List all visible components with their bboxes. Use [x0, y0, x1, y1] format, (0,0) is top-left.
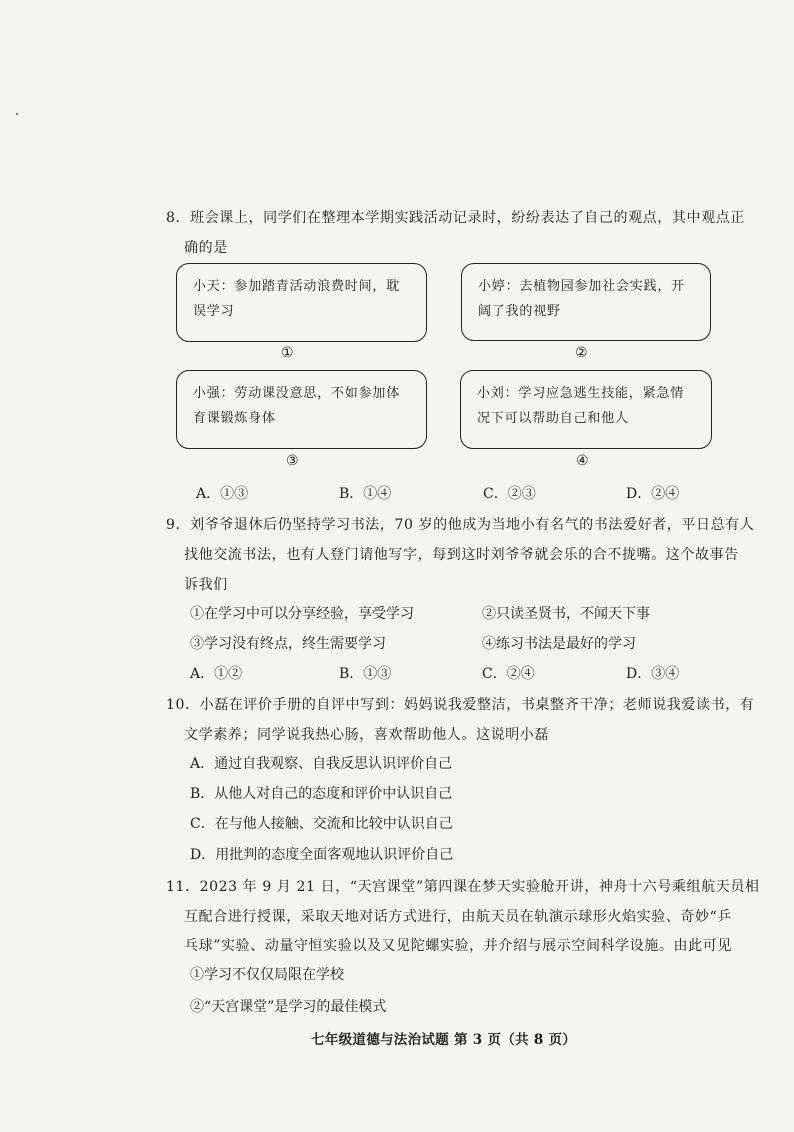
q9-option-d: D．③④	[626, 666, 680, 682]
q10-option-b: B．从他人对自己的态度和评价中认识自己	[190, 786, 453, 802]
q9-stem-line1: 9．刘爷爷退休后仍坚持学习书法，70 岁的他成为当地小有名气的书法爱好者，平日总有人	[166, 517, 755, 533]
q8-box-4-label: ④	[576, 453, 589, 469]
q8-box-4: 小刘：学习应急逃生技能，紧急情况下可以帮助自己和他人	[460, 370, 712, 449]
q9-option-b: B．①③	[339, 666, 392, 682]
q8-option-c: C．②③	[483, 486, 536, 502]
q10-option-a: A．通过自我观察、自我反思认识评价自己	[190, 756, 453, 772]
q10-option-d: D．用批判的态度全面客观地认识评价自己	[190, 847, 454, 863]
q9-option-c: C．②④	[482, 666, 535, 682]
q9-statement-1: ①在学习中可以分享经验，享受学习	[190, 606, 414, 622]
q8-box-3: 小强：劳动课没意思，不如参加体育课锻炼身体	[176, 370, 427, 449]
q11-stem-line1: 11．2023 年 9 月 21 日，“天宫课堂”第四课在梦天实验舱开讲，神舟十六号乘组航天员相	[166, 879, 760, 895]
q8-stem-line2: 确的是	[184, 240, 228, 256]
q9-statement-4: ④练习书法是最好的学习	[482, 636, 636, 652]
q11-stem-line3: 乓球”实验、动量守恒实验以及又见陀螺实验，并介绍与展示空间科学设施。由此可见	[184, 938, 732, 954]
q11-statement-1: ①学习不仅仅局限在学校	[190, 967, 344, 983]
q8-box-3-label: ③	[286, 453, 299, 469]
q9-stem-line3: 诉我们	[184, 577, 228, 593]
q10-stem-line2: 文学素养；同学说我热心肠，喜欢帮助他人。这说明小磊	[184, 727, 549, 743]
scan-speck	[16, 113, 18, 115]
q8-option-a: A．①③	[196, 486, 249, 502]
q9-statement-3: ③学习没有终点，终生需要学习	[190, 636, 386, 652]
q8-box-1: 小天：参加踏青活动浪费时间，耽误学习	[176, 263, 427, 342]
q8-option-d: D．②④	[626, 486, 680, 502]
q10-option-c: C．在与他人接触、交流和比较中认识自己	[190, 816, 453, 832]
q11-stem-line2: 互配合进行授课，采取天地对话方式进行，由航天员在轨演示球形火焰实验、奇妙“乒	[184, 909, 732, 925]
q8-box-2: 小婷：去植物园参加社会实践，开阔了我的视野	[461, 263, 711, 341]
page-footer: 七年级道德与法治试题 第 3 页（共 8 页）	[311, 1032, 577, 1048]
q8-stem-line1: 8．班会课上，同学们在整理本学期实践活动记录时，纷纷表达了自己的观点，其中观点正	[166, 210, 745, 226]
q8-option-b: B．①④	[339, 486, 392, 502]
q8-box-1-label: ①	[281, 345, 294, 361]
q8-box-2-label: ②	[575, 345, 588, 361]
q10-stem-line1: 10．小磊在评价手册的自评中写到：妈妈说我爱整洁，书桌整齐干净；老师说我爱读书，有	[166, 697, 755, 713]
q9-stem-line2: 找他交流书法，也有人登门请他写字，每到这时刘爷爷就会乐的合不拢嘴。这个故事告	[184, 547, 739, 563]
q9-option-a: A．①②	[190, 666, 243, 682]
q9-statement-2: ②只读圣贤书，不闻天下事	[482, 606, 650, 622]
q11-statement-2: ②“天宫课堂”是学习的最佳模式	[190, 999, 387, 1015]
